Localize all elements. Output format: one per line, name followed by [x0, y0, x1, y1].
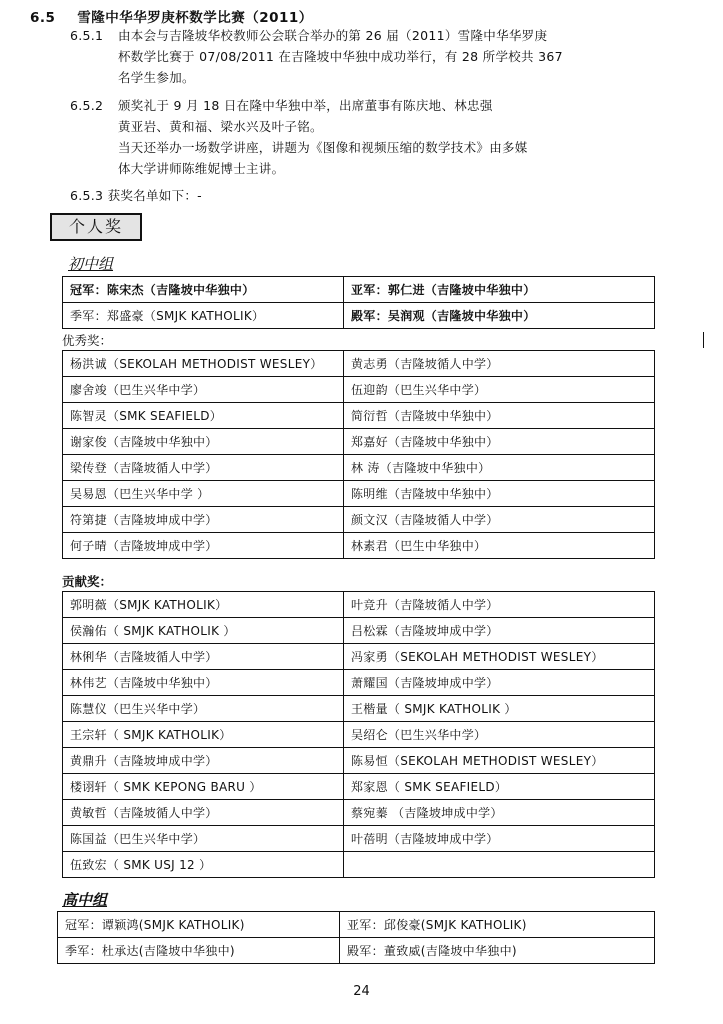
individual-award-heading: 个人奖	[50, 213, 142, 241]
contribution-cell: 叶竞升（吉隆坡循人中学）	[344, 592, 655, 618]
table-row	[63, 277, 655, 303]
para-652-line3: 当天还举办一场数学讲座，讲题为《图像和视频压缩的数学技术》由多媒	[118, 140, 528, 155]
senior-third: 季军：杜承达(吉隆坡中华独中)	[58, 938, 340, 964]
para-652-line4: 体大学讲师陈维妮博士主讲。	[118, 161, 285, 176]
contribution-cell: 吕松霖（吉隆坡坤成中学）	[344, 618, 655, 644]
merit-cell: 陈明维（吉隆坡中华独中）	[344, 481, 655, 507]
table-row	[63, 377, 655, 403]
merit-cell: 杨洪诚（SEKOLAH METHODIST WESLEY）	[63, 351, 344, 377]
contribution-cell: 林俐华（吉隆坡循人中学）	[63, 644, 344, 670]
contribution-cell: 蔡宛蓁 （吉隆坡坤成中学）	[344, 800, 655, 826]
table-row	[58, 938, 655, 964]
table-row	[63, 774, 655, 800]
table-row	[63, 722, 655, 748]
table-row	[58, 912, 655, 938]
merit-cell: 郑嘉好（吉隆坡中华独中）	[344, 429, 655, 455]
table-row	[63, 670, 655, 696]
junior-champion: 冠军：陈宋杰（吉隆坡中华独中）	[63, 277, 344, 303]
para-653: 6.5.3 获奖名单如下：-	[70, 188, 202, 203]
section-heading	[30, 6, 313, 26]
contribution-label: 贡献奖：	[62, 574, 113, 589]
junior-top-table	[62, 276, 655, 329]
contribution-cell: 萧耀国（吉隆坡坤成中学）	[344, 670, 655, 696]
contribution-table	[62, 591, 655, 878]
table-row	[63, 644, 655, 670]
senior-top-table	[57, 911, 655, 964]
table-row	[63, 507, 655, 533]
merit-cell: 伍迎韵（巴生兴华中学）	[344, 377, 655, 403]
contribution-cell: 黄敏哲（吉隆坡循人中学）	[63, 800, 344, 826]
table-row	[63, 826, 655, 852]
merit-cell: 林 涛（吉隆坡中华独中）	[344, 455, 655, 481]
table-row	[63, 481, 655, 507]
merit-cell: 廖舍竣（巴生兴华中学）	[63, 377, 344, 403]
page-number: 24	[353, 984, 370, 999]
merit-cell: 林素君（巴生中华独中）	[344, 533, 655, 559]
text-cursor	[703, 332, 704, 348]
table-row	[63, 592, 655, 618]
contribution-cell: 伍致宏（ SMK USJ 12 ）	[63, 852, 344, 878]
junior-fourth: 殿军：吴润观（吉隆坡中华独中）	[344, 303, 655, 329]
contribution-cell: 郑家恩（ SMK SEAFIELD）	[344, 774, 655, 800]
table-row	[63, 455, 655, 481]
table-row	[63, 533, 655, 559]
para-651-line1: 由本会与吉隆坡华校教师公会联合举办的第 26 届（2011）雪隆中华华罗庚	[118, 28, 548, 43]
contribution-cell: 陈国益（巴生兴华中学）	[63, 826, 344, 852]
junior-third: 季军：郑盛豪（SMJK KATHOLIK）	[63, 303, 344, 329]
contribution-cell: 陈慧仪（巴生兴华中学）	[63, 696, 344, 722]
section-number: 6.5	[30, 10, 56, 26]
merit-cell: 黄志勇（吉隆坡循人中学）	[344, 351, 655, 377]
table-row	[63, 618, 655, 644]
para-652-line1: 颁奖礼于 9 月 18 日在隆中华独中举，出席董事有陈庆地、林忠强	[118, 98, 493, 113]
contribution-cell: 黄鼎升（吉隆坡坤成中学）	[63, 748, 344, 774]
table-row	[63, 748, 655, 774]
senior-fourth: 殿军：董致威(吉隆坡中华独中)	[340, 938, 655, 964]
contribution-cell	[344, 852, 655, 878]
table-row	[63, 852, 655, 878]
contribution-cell: 陈易恒（SEKOLAH METHODIST WESLEY）	[344, 748, 655, 774]
merit-cell: 颜文汉（吉隆坡循人中学）	[344, 507, 655, 533]
senior-champion: 冠军：谭颖鸿(SMJK KATHOLIK)	[58, 912, 340, 938]
senior-second: 亚军：邱俊豪(SMJK KATHOLIK)	[340, 912, 655, 938]
contribution-cell: 楼诩轩（ SMK KEPONG BARU ）	[63, 774, 344, 800]
table-row	[63, 696, 655, 722]
senior-group-heading: 高中组	[62, 891, 108, 909]
para-651-line3: 名学生参加。	[118, 70, 195, 85]
contribution-cell: 侯瀚佑（ SMJK KATHOLIK ）	[63, 618, 344, 644]
table-row	[63, 351, 655, 377]
merit-cell: 符第捷（吉隆坡坤成中学）	[63, 507, 344, 533]
table-row	[63, 800, 655, 826]
merit-cell: 陈智灵（SMK SEAFIELD）	[63, 403, 344, 429]
table-row	[63, 303, 655, 329]
para-652-line2: 黄亚岩、黄和福、梁水兴及叶子铭。	[118, 119, 323, 134]
contribution-cell: 叶蓓明（吉隆坡坤成中学）	[344, 826, 655, 852]
junior-second: 亚军：郭仁进（吉隆坡中华独中）	[344, 277, 655, 303]
contribution-cell: 冯家勇（SEKOLAH METHODIST WESLEY）	[344, 644, 655, 670]
contribution-cell: 王宗轩（ SMJK KATHOLIK）	[63, 722, 344, 748]
contribution-cell: 王楷量（ SMJK KATHOLIK ）	[344, 696, 655, 722]
para-651-line2: 杯数学比赛于 07/08/2011 在吉隆坡中华独中成功举行，有 28 所学校共 367	[118, 49, 563, 64]
merit-cell: 简衍哲（吉隆坡中华独中）	[344, 403, 655, 429]
merit-cell: 何子晴（吉隆坡坤成中学）	[63, 533, 344, 559]
contribution-cell: 郭明薇（SMJK KATHOLIK）	[63, 592, 344, 618]
para-651-num: 6.5.1	[70, 28, 104, 43]
section-title: 雪隆中华华罗庚杯数学比赛（2011）	[77, 10, 313, 26]
merit-cell: 吴易恩（巴生兴华中学 ）	[63, 481, 344, 507]
merit-table	[62, 350, 655, 559]
contribution-cell: 林伟艺（吉隆坡中华独中）	[63, 670, 344, 696]
table-row	[63, 429, 655, 455]
merit-cell: 梁传登（吉隆坡循人中学）	[63, 455, 344, 481]
junior-group-heading: 初中组	[68, 255, 114, 273]
table-row	[63, 403, 655, 429]
merit-label: 优秀奖：	[62, 333, 113, 348]
merit-cell: 谢家俊（吉隆坡中华独中）	[63, 429, 344, 455]
para-652-num: 6.5.2	[70, 98, 104, 113]
contribution-cell: 吴绍仑（巴生兴华中学）	[344, 722, 655, 748]
